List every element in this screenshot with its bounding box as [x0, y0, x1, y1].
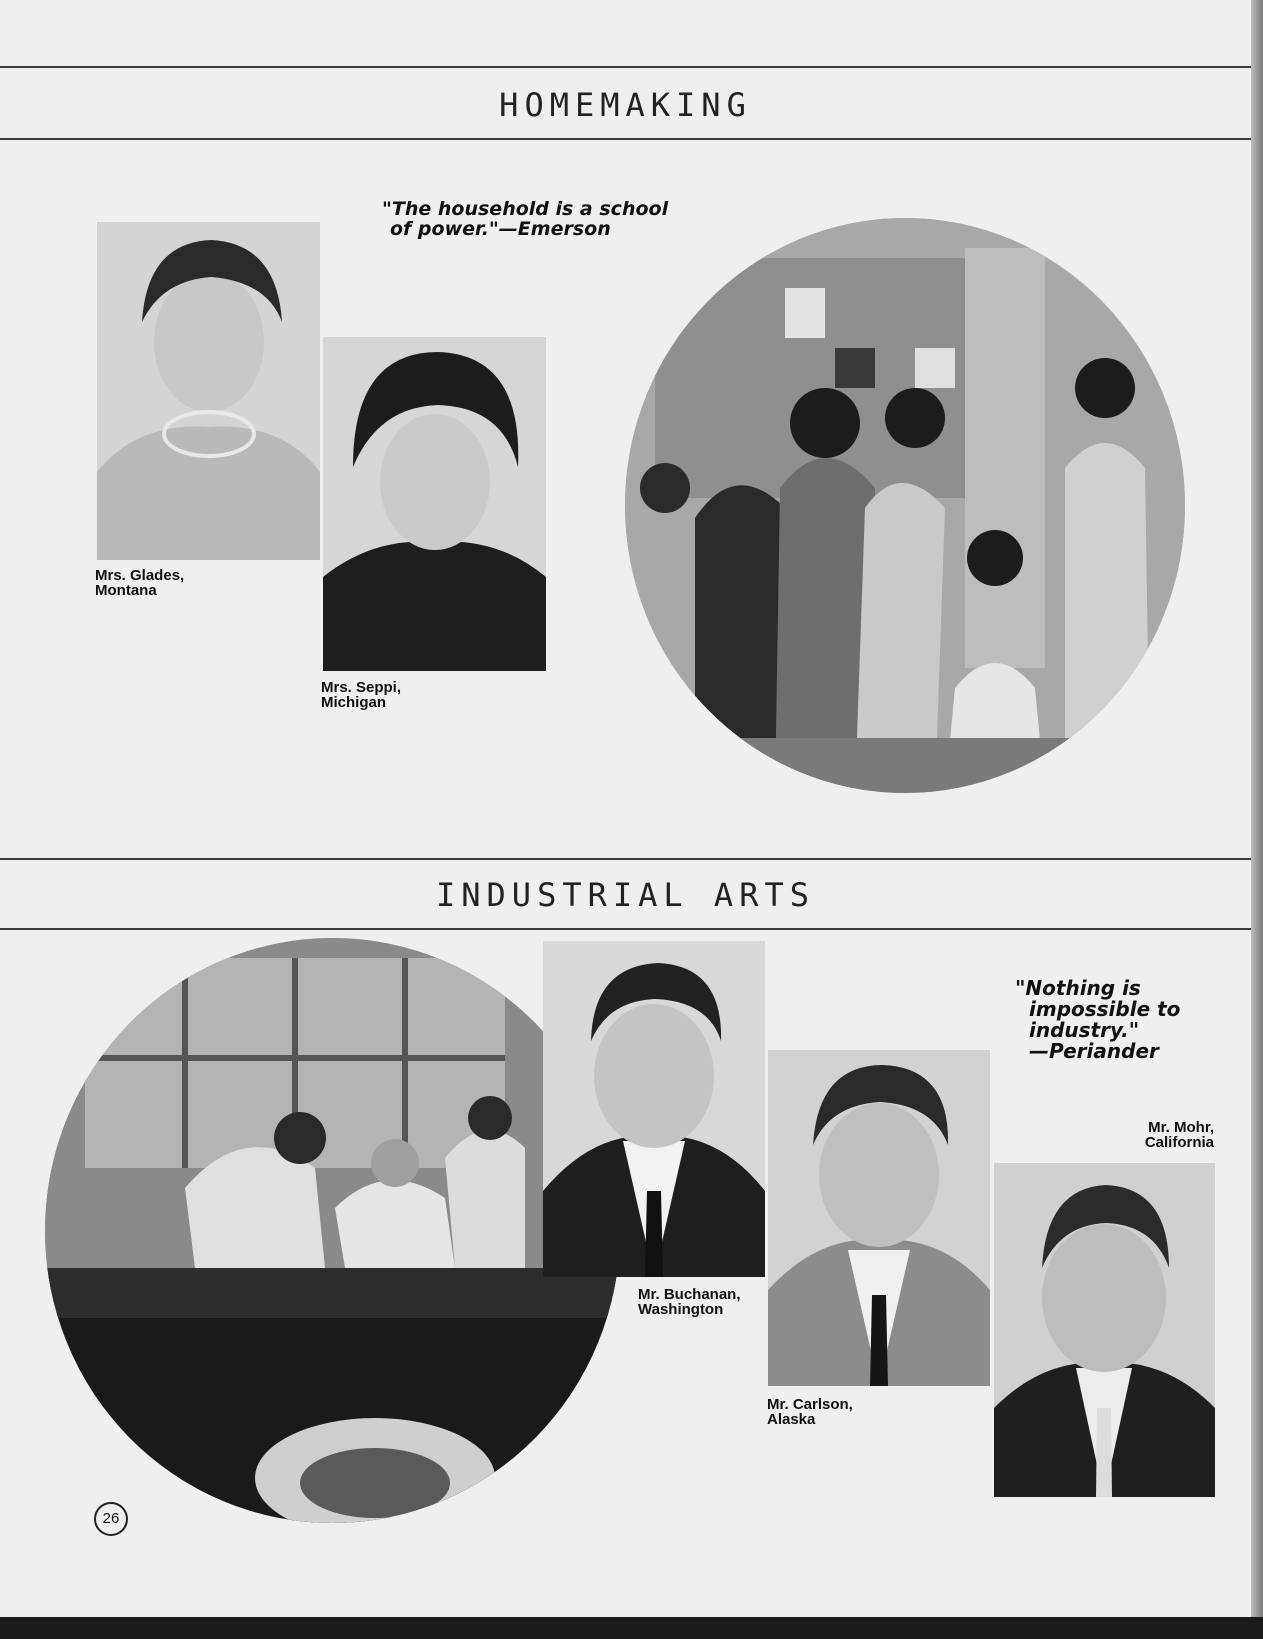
teacher-place: Alaska: [767, 1411, 816, 1428]
homemaking-quote-line: "The household is a school: [382, 198, 669, 220]
page-edge-shadow: [1251, 0, 1263, 1639]
caption-mr-carlson: [767, 1397, 853, 1427]
industrial-arts-quote-line: —Periander: [1029, 1039, 1159, 1063]
teacher-place: Montana: [95, 582, 157, 599]
teacher-name: Mr. Buchanan,: [638, 1286, 741, 1303]
caption-mrs-glades: [95, 568, 184, 598]
teacher-place: California: [1144, 1134, 1214, 1151]
homemaking-title: HOMEMAKING: [499, 86, 752, 124]
industrial-arts-quote-line: industry.": [1029, 1018, 1140, 1042]
bottom-edge-bar: [0, 1617, 1263, 1639]
portrait-mrs-seppi: [323, 337, 546, 671]
top-rule: [0, 66, 1251, 68]
teacher-name: Mrs. Seppi,: [321, 679, 402, 696]
homemaking-quote: [382, 200, 668, 240]
industrial-arts-rule: [0, 928, 1251, 930]
teacher-name: Mr. Mohr,: [1148, 1119, 1214, 1136]
portrait-mr-buchanan: [543, 941, 765, 1277]
caption-mrs-seppi: [321, 680, 401, 710]
industrial-arts-quote-line: impossible to: [1029, 997, 1181, 1021]
page-number: 26: [94, 1502, 128, 1536]
portrait-mr-mohr: [994, 1163, 1215, 1497]
homemaking-class-photo: [625, 218, 1185, 793]
teacher-name: Mr. Carlson,: [767, 1396, 853, 1413]
industrial-arts-quote: [1015, 978, 1180, 1062]
industrial-arts-title: INDUSTRIAL ARTS: [436, 876, 815, 914]
caption-mr-mohr: [1120, 1120, 1214, 1150]
portrait-mr-carlson: [768, 1050, 990, 1386]
teacher-place: Michigan: [321, 694, 387, 711]
industrial-arts-class-photo: [45, 938, 620, 1523]
teacher-place: Washington: [638, 1301, 724, 1318]
homemaking-quote-line: of power."—Emerson: [390, 217, 611, 240]
homemaking-rule: [0, 138, 1251, 140]
caption-mr-buchanan: [638, 1287, 741, 1317]
teacher-name: Mrs. Glades,: [95, 567, 185, 584]
industrial-arts-quote-line: "Nothing is: [1015, 976, 1141, 1000]
mid-rule: [0, 858, 1251, 860]
portrait-mrs-glades: [97, 222, 320, 560]
